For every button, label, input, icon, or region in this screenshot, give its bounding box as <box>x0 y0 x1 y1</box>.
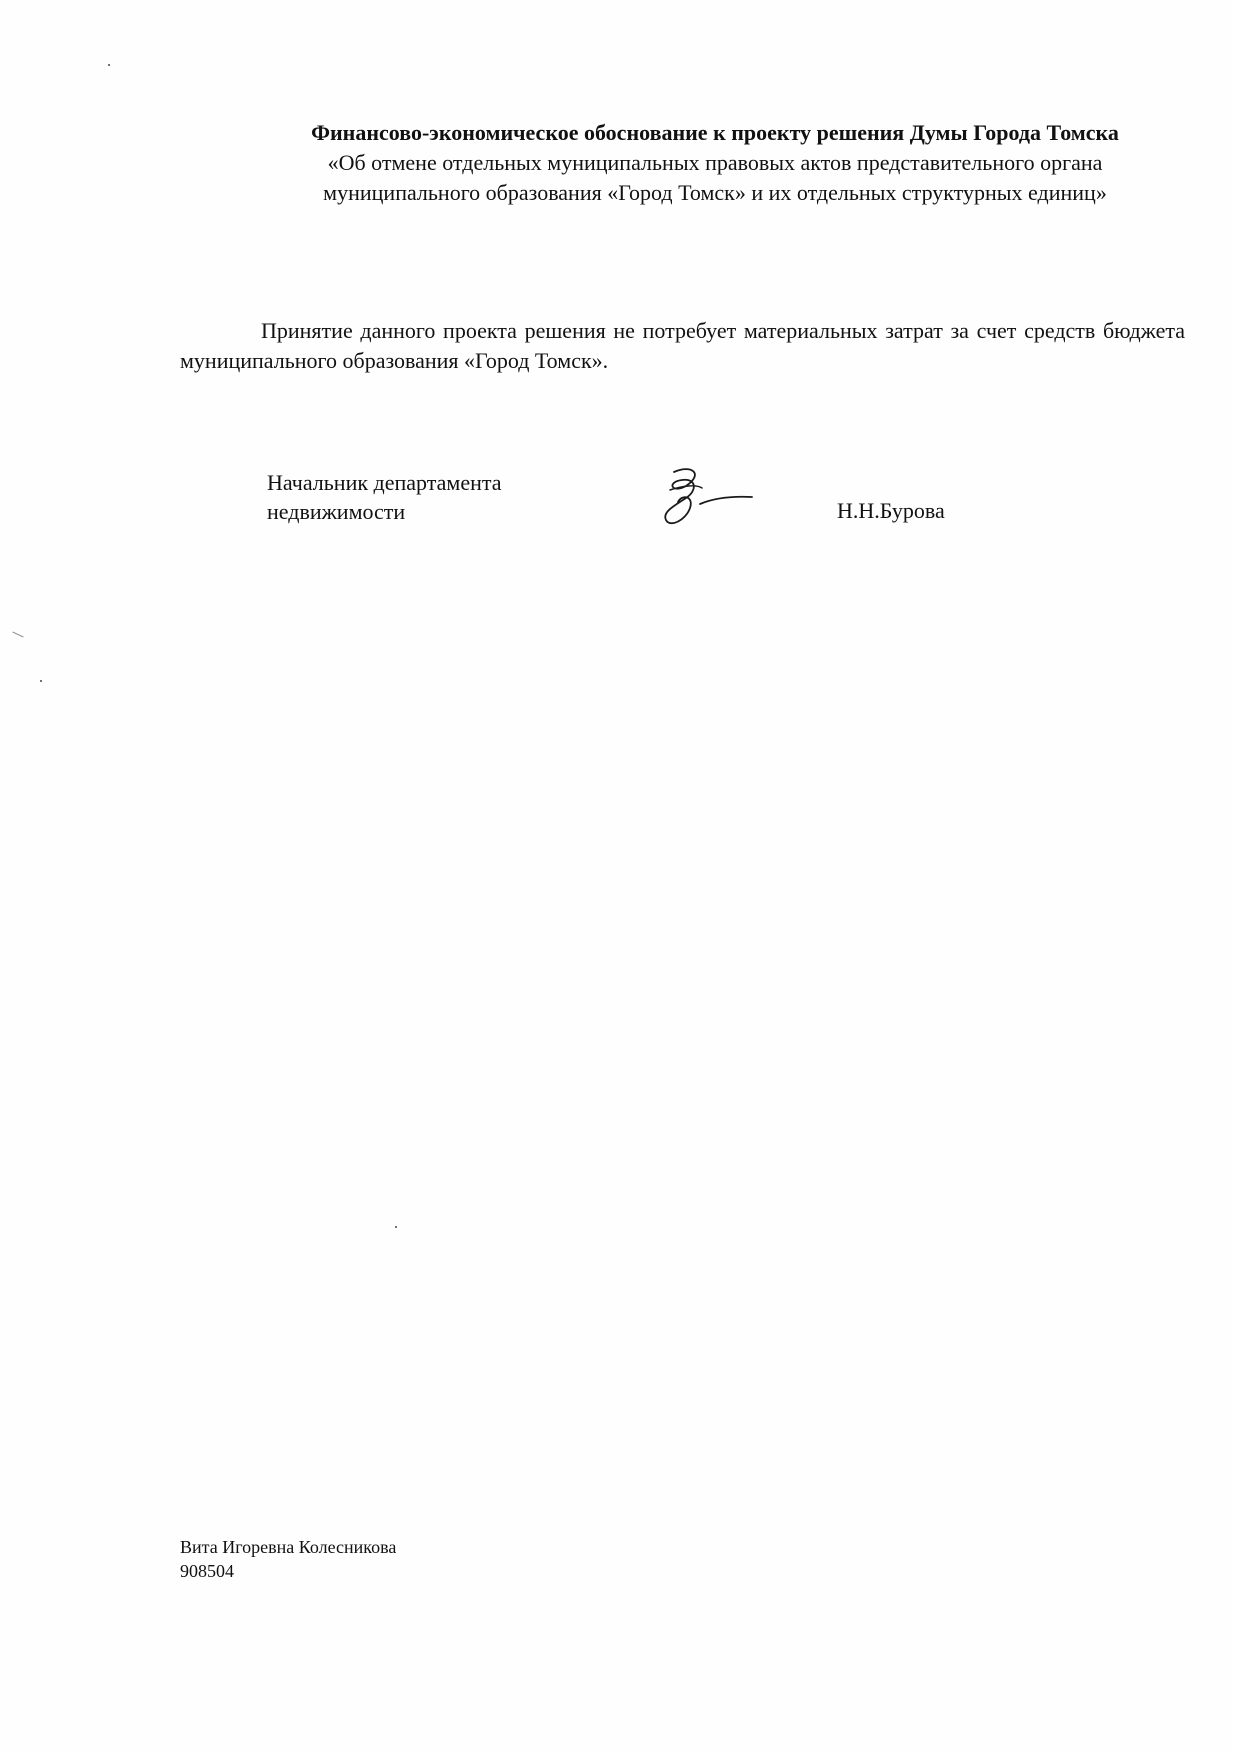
executor-phone: 908504 <box>180 1561 234 1581</box>
scan-speck <box>12 632 23 638</box>
scan-speck <box>40 680 42 682</box>
executor-info <box>180 1535 396 1583</box>
signer-name: Н.Н.Бурова <box>837 498 945 523</box>
scan-speck <box>108 64 110 66</box>
document-subtitle-line1: «Об отмене отдельных муниципальных правовых актов представительного органа <box>327 150 1103 175</box>
document-title: Финансово-экономическое обоснование к проекту решения Думы Города Томска <box>311 120 1119 145</box>
signer-position-line1: Начальник департамента <box>267 470 502 495</box>
document-body-paragraph: Принятие данного проекта решения не потребует материальных затрат за счет средств бюджета муниципального образования «Город Томск». <box>180 318 1185 373</box>
document-subtitle-line2: муниципального образования «Город Томск» и их отдельных структурных единиц» <box>323 180 1107 205</box>
handwritten-signature-icon <box>652 464 762 528</box>
scan-speck <box>395 1226 397 1228</box>
signature-block <box>267 468 1167 558</box>
signer-position <box>267 468 567 526</box>
executor-name: Вита Игоревна Колесникова <box>180 1537 397 1557</box>
signer-position-line2: недвижимости <box>267 499 406 524</box>
document-heading <box>230 118 1200 208</box>
